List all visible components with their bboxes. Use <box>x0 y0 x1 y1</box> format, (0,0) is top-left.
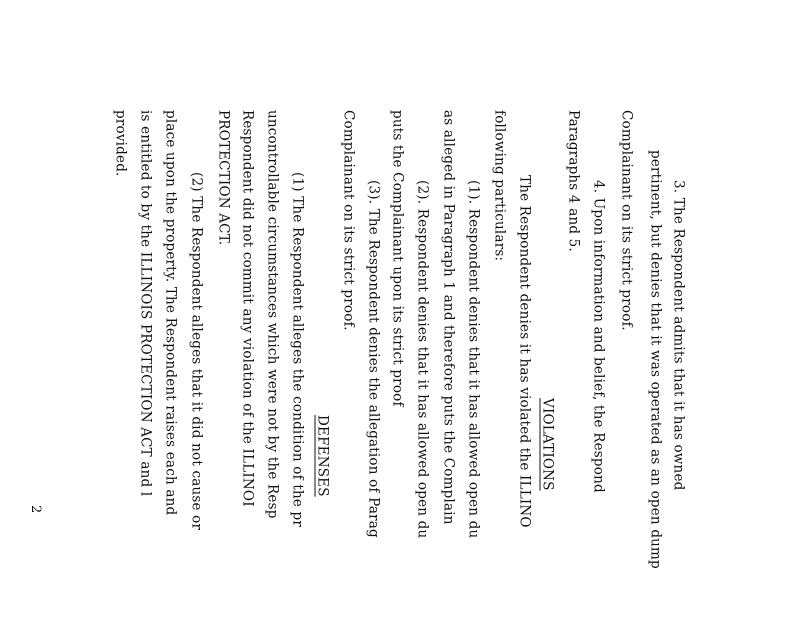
text-line: Respondent did not commit any violation of the ILLINOI <box>239 110 256 507</box>
page-number: 2 <box>28 505 43 514</box>
text-line: following particulars: <box>491 110 508 262</box>
text-line: Complainant on its strict proof. <box>618 110 635 331</box>
text-line: place upon the property. The Respondent raises each and <box>162 110 179 516</box>
text-line: Complainant on its strict proof. <box>340 110 357 331</box>
text-line: 3. The Respondent admits that it has owned <box>670 180 687 491</box>
text-line: Paragraphs 4 and 5. <box>565 110 582 252</box>
section-heading-violations: VIOLATIONS <box>539 398 556 491</box>
text-line: uncontrollable circumstances which were not by the Resp <box>264 110 281 519</box>
text-line: (1) The Respondent alleges the condition of the pr <box>289 172 306 528</box>
text-line: as alleged in Paragraph 1 and therefore puts the Complain <box>440 110 457 525</box>
text-line: 4. Upon information and belief, the Respond <box>590 180 607 493</box>
text-line: (2). Respondent denies that it has allowed open du <box>414 180 431 539</box>
text-line: provided. <box>112 110 129 177</box>
text-line: PROTECTION ACT. <box>215 110 232 246</box>
text-line: puts the Complainant upon its strict proof <box>389 110 406 407</box>
text-line: (3). The Respondent denies the allegation of Parag <box>365 180 382 538</box>
text-line: (2) The Respondent alleges that it did not cause or <box>188 172 205 531</box>
text-line: is entitled to by the ILLINOIS PROTECTION ACT and l <box>137 110 154 497</box>
text-line: (1). Respondent denies that it has allowed open du <box>465 180 482 539</box>
text-line: pertinent, but denies that it was operated as an open dump <box>647 150 664 569</box>
section-heading-defenses: DEFENSES <box>314 415 331 497</box>
text-line: The Respondent denies it has violated the ILLINO <box>516 175 533 528</box>
